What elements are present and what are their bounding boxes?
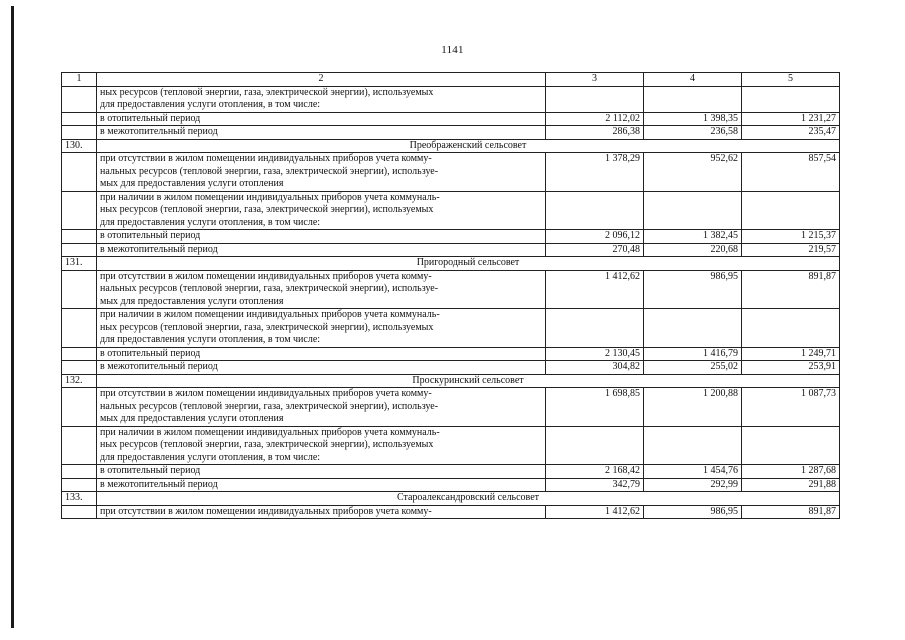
value-col-4: 1 398,35 bbox=[644, 112, 742, 126]
period-label: в отопительный период bbox=[97, 347, 546, 361]
value-col-3: 270,48 bbox=[546, 243, 644, 257]
value-col-4: 236,58 bbox=[644, 126, 742, 140]
value-col-5: 253,91 bbox=[742, 361, 840, 375]
period-row bbox=[62, 243, 840, 257]
description-row bbox=[62, 153, 840, 192]
value-col-3: 304,82 bbox=[546, 361, 644, 375]
description-line: при отсутствии в жилом помещении индивидуальных приборов учета комму- bbox=[100, 153, 432, 164]
number-cell-empty bbox=[62, 505, 97, 519]
period-row bbox=[62, 230, 840, 244]
number-cell-empty bbox=[62, 309, 97, 348]
value-col-4 bbox=[644, 426, 742, 465]
settlement-number: 130. bbox=[62, 139, 97, 153]
value-col-5: 291,88 bbox=[742, 478, 840, 492]
tariff-table bbox=[61, 72, 840, 519]
description-cell bbox=[97, 191, 546, 230]
value-col-3 bbox=[546, 191, 644, 230]
column-header: 1 bbox=[62, 73, 97, 87]
description-cell bbox=[97, 388, 546, 427]
value-col-5 bbox=[742, 309, 840, 348]
value-col-4 bbox=[644, 86, 742, 112]
description-line: для предоставления услуги отопления, в том числе: bbox=[100, 451, 321, 463]
value-col-5: 219,57 bbox=[742, 243, 840, 257]
period-row bbox=[62, 478, 840, 492]
column-header: 3 bbox=[546, 73, 644, 87]
scan-edge-line bbox=[11, 6, 14, 628]
description-line: при отсутствии в жилом помещении индивидуальных приборов учета комму- bbox=[100, 270, 432, 282]
value-col-3 bbox=[546, 426, 644, 465]
period-row bbox=[62, 347, 840, 361]
settlement-name: Староалександровский сельсовет bbox=[97, 492, 840, 506]
number-cell-empty bbox=[62, 243, 97, 257]
number-cell-empty bbox=[62, 230, 97, 244]
description-row bbox=[62, 86, 840, 112]
description-line: для предоставления услуги отопления, в том числе: bbox=[100, 334, 321, 345]
period-label: в отопительный период bbox=[97, 465, 546, 479]
value-col-5: 1 249,71 bbox=[742, 347, 840, 361]
value-col-4: 986,95 bbox=[644, 505, 742, 519]
value-col-4: 220,68 bbox=[644, 243, 742, 257]
period-row bbox=[62, 465, 840, 479]
description-line: для предоставления услуги отопления, в том числе: bbox=[100, 99, 321, 110]
value-col-4: 255,02 bbox=[644, 361, 742, 375]
value-col-5: 891,87 bbox=[742, 270, 840, 309]
period-label: в межотопительный период bbox=[97, 126, 546, 140]
value-col-5: 1 215,37 bbox=[742, 230, 840, 244]
value-col-5 bbox=[742, 86, 840, 112]
settlement-name: Преображенский сельсовет bbox=[97, 139, 840, 153]
period-row bbox=[62, 361, 840, 375]
period-label: в межотопительный период bbox=[97, 361, 546, 375]
value-col-3: 2 168,42 bbox=[546, 465, 644, 479]
number-cell-empty bbox=[62, 191, 97, 230]
settlement-number: 131. bbox=[62, 257, 97, 271]
value-col-4: 1 200,88 bbox=[644, 388, 742, 427]
column-header: 5 bbox=[742, 73, 840, 87]
value-col-4: 952,62 bbox=[644, 153, 742, 192]
period-label: в межотопительный период bbox=[97, 243, 546, 257]
description-cell bbox=[97, 426, 546, 465]
value-col-3: 2 130,45 bbox=[546, 347, 644, 361]
description-line: мых для предоставления услуги отопления bbox=[100, 413, 284, 424]
settlement-number: 132. bbox=[62, 374, 97, 388]
number-cell-empty bbox=[62, 153, 97, 192]
value-col-3: 1 698,85 bbox=[546, 388, 644, 427]
description-cell bbox=[97, 505, 546, 519]
settlement-row bbox=[62, 139, 840, 153]
number-cell-empty bbox=[62, 270, 97, 309]
description-line: мых для предоставления услуги отопления bbox=[100, 178, 284, 189]
description-row bbox=[62, 388, 840, 427]
table-header-row bbox=[62, 73, 840, 87]
number-cell-empty bbox=[62, 86, 97, 112]
value-col-3: 1 412,62 bbox=[546, 270, 644, 309]
value-col-3: 1 378,29 bbox=[546, 153, 644, 192]
number-cell-empty bbox=[62, 465, 97, 479]
value-col-3 bbox=[546, 309, 644, 348]
description-row bbox=[62, 426, 840, 465]
number-cell-empty bbox=[62, 388, 97, 427]
value-col-5: 1 231,27 bbox=[742, 112, 840, 126]
period-row bbox=[62, 112, 840, 126]
period-label: в межотопительный период bbox=[97, 478, 546, 492]
number-cell-empty bbox=[62, 112, 97, 126]
description-line: ных ресурсов (тепловой энергии, газа, электрической энергии), используемых bbox=[100, 321, 434, 333]
value-col-5: 891,87 bbox=[742, 505, 840, 519]
period-label: в отопительный период bbox=[97, 230, 546, 244]
description-line: ных ресурсов (тепловой энергии, газа, электрической энергии), используемых bbox=[100, 439, 434, 450]
value-col-3: 2 096,12 bbox=[546, 230, 644, 244]
column-header: 4 bbox=[644, 73, 742, 87]
description-row bbox=[62, 309, 840, 348]
value-col-4 bbox=[644, 191, 742, 230]
page-number: 1141 bbox=[441, 44, 464, 56]
description-row bbox=[62, 505, 840, 519]
value-col-3: 342,79 bbox=[546, 478, 644, 492]
settlement-name: Пригородный сельсовет bbox=[97, 257, 840, 271]
value-col-4: 986,95 bbox=[644, 270, 742, 309]
description-line: при наличии в жилом помещении индивидуальных приборов учета коммуналь- bbox=[100, 309, 440, 320]
description-line: нальных ресурсов (тепловой энергии, газа, электрической энергии), используе- bbox=[100, 283, 439, 294]
value-col-3: 2 112,02 bbox=[546, 112, 644, 126]
value-col-3: 1 412,62 bbox=[546, 505, 644, 519]
description-cell bbox=[97, 309, 546, 348]
value-col-3 bbox=[546, 86, 644, 112]
settlement-name: Проскуринский сельсовет bbox=[97, 374, 840, 388]
description-line: ных ресурсов (тепловой энергии, газа, электрической энергии), используемых bbox=[100, 86, 434, 98]
number-cell-empty bbox=[62, 347, 97, 361]
description-cell bbox=[97, 86, 546, 112]
description-line: при наличии в жилом помещении индивидуальных приборов учета коммуналь- bbox=[100, 426, 440, 438]
value-col-3: 286,38 bbox=[546, 126, 644, 140]
description-line: для предоставления услуги отопления, в том числе: bbox=[100, 216, 321, 228]
value-col-5: 1 287,68 bbox=[742, 465, 840, 479]
description-line: ных ресурсов (тепловой энергии, газа, электрической энергии), используемых bbox=[100, 204, 434, 215]
value-col-4: 1 454,76 bbox=[644, 465, 742, 479]
value-col-4: 1 416,79 bbox=[644, 347, 742, 361]
description-line: мых для предоставления услуги отопления bbox=[100, 295, 284, 307]
settlement-number: 133. bbox=[62, 492, 97, 506]
column-header: 2 bbox=[97, 73, 546, 87]
period-label: в отопительный период bbox=[97, 112, 546, 126]
description-line: при отсутствии в жилом помещении индивидуальных приборов учета комму- bbox=[100, 388, 432, 399]
value-col-4: 292,99 bbox=[644, 478, 742, 492]
period-row bbox=[62, 126, 840, 140]
description-row bbox=[62, 270, 840, 309]
value-col-5 bbox=[742, 191, 840, 230]
description-line: при наличии в жилом помещении индивидуальных приборов учета коммуналь- bbox=[100, 191, 440, 203]
number-cell-empty bbox=[62, 361, 97, 375]
value-col-5 bbox=[742, 426, 840, 465]
description-cell bbox=[97, 153, 546, 192]
settlement-row bbox=[62, 492, 840, 506]
description-cell bbox=[97, 270, 546, 309]
number-cell-empty bbox=[62, 426, 97, 465]
value-col-5: 235,47 bbox=[742, 126, 840, 140]
number-cell-empty bbox=[62, 126, 97, 140]
settlement-row bbox=[62, 257, 840, 271]
description-row bbox=[62, 191, 840, 230]
table-body bbox=[62, 73, 840, 519]
value-col-4: 1 382,45 bbox=[644, 230, 742, 244]
value-col-5: 857,54 bbox=[742, 153, 840, 192]
description-line: при отсутствии в жилом помещении индивидуальных приборов учета комму- bbox=[100, 505, 432, 517]
value-col-4 bbox=[644, 309, 742, 348]
description-line: нальных ресурсов (тепловой энергии, газа, электрической энергии), используе- bbox=[100, 400, 439, 412]
description-line: нальных ресурсов (тепловой энергии, газа, электрической энергии), используе- bbox=[100, 165, 439, 177]
number-cell-empty bbox=[62, 478, 97, 492]
settlement-row bbox=[62, 374, 840, 388]
value-col-5: 1 087,73 bbox=[742, 388, 840, 427]
